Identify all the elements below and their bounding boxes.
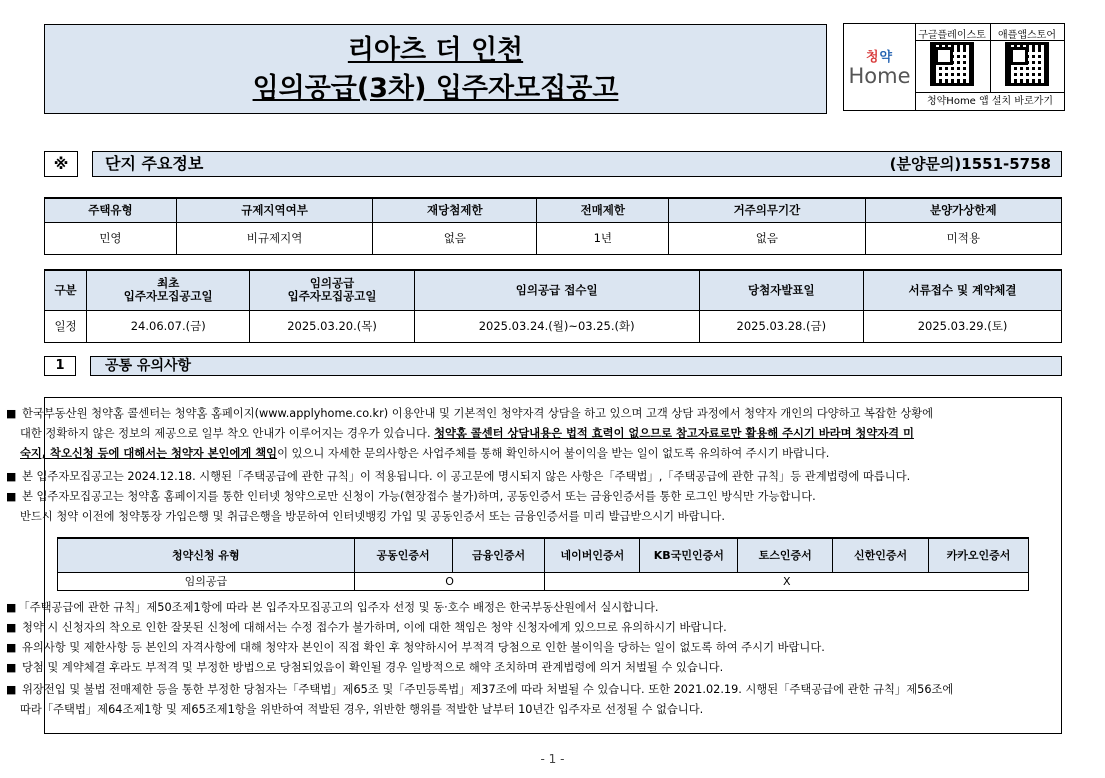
- table-cell: X: [545, 572, 1029, 590]
- table-row: [58, 572, 1029, 590]
- table-cell: 1년: [537, 222, 669, 254]
- section-title: 공통 유의사항: [90, 356, 1062, 376]
- reference-mark: ※: [44, 151, 78, 177]
- table-cell: 일정: [45, 310, 87, 342]
- table-header: 카카오인증서: [929, 538, 1029, 572]
- table-cell: O: [354, 572, 545, 590]
- table-header: 주택유형: [45, 198, 177, 222]
- inquiry-phone: (분양문의)1551-5758: [889, 155, 1051, 173]
- notice-item: ■ 유의사항 및 제한사항 등 본인의 자격사항에 대해 청약자 본인이 직접 확인 후 청약하시어 부적격 당첨으로 인한 불이익을 당하는 일이 없도록 하여 주시기 바랍니다.: [6, 641, 825, 654]
- table-header: 서류접수 및 계약체결: [864, 270, 1062, 310]
- notice-item: ■ 본 입주자모집공고는 2024.12.18. 시행된「주택공급에 관한 규칙」이 적용됩니다. 이 공고문에 명시되지 않은 사항은「주택법」,「주택공급에 관한 규칙」등 관계법령에 따릅니다.: [6, 470, 911, 483]
- table-cell: 2025.03.20.(목): [250, 310, 414, 342]
- section-title-text: 단지 주요정보: [105, 154, 204, 173]
- google-play-qr-icon[interactable]: [930, 42, 974, 86]
- cheongyak-home-logo: [844, 24, 916, 110]
- logo-home-text: Home: [848, 64, 911, 88]
- table-header: KB국민인증서: [640, 538, 738, 572]
- table-header: 거주의무기간: [669, 198, 865, 222]
- table-header: 당첨자발표일: [699, 270, 863, 310]
- table-row: [45, 222, 1062, 254]
- table-header: 규제지역여부: [176, 198, 372, 222]
- app-install-box: [843, 23, 1065, 111]
- table-cell: 민영: [45, 222, 177, 254]
- notice-item: ■ 당첨 및 계약체결 후라도 부적격 및 부정한 방법으로 당첨되었음이 확인될 경우 일방적으로 해약 조치하며 관계법령에 의거 처벌될 수 있습니다.: [6, 661, 724, 674]
- section-common-notes: [44, 356, 1062, 376]
- table-header: 임의공급 입주자모집공고일: [250, 270, 414, 310]
- notice-title: 임의공급(3차) 입주자모집공고: [252, 73, 619, 104]
- certificate-table: [57, 537, 1029, 591]
- table-cell: 없음: [669, 222, 865, 254]
- table-header: 토스인증서: [738, 538, 833, 572]
- google-play-label: 구글플레이스토: [918, 30, 986, 41]
- app-install-link[interactable]: 청약Home 앱 설치 바로가기: [916, 92, 1064, 110]
- table-header: 금융인증서: [452, 538, 545, 572]
- title-box: [44, 24, 827, 114]
- page-number: - 1 -: [540, 752, 565, 766]
- table-header: 공동인증서: [354, 538, 452, 572]
- table-cell: 미적용: [865, 222, 1061, 254]
- table-header: 최초 입주자모집공고일: [87, 270, 250, 310]
- table-header: 구분: [45, 270, 87, 310]
- complex-info-table: [44, 197, 1062, 255]
- table-header: 임의공급 접수일: [414, 270, 699, 310]
- table-cell: 2025.03.29.(토): [864, 310, 1062, 342]
- table-header: 분양가상한제: [865, 198, 1061, 222]
- table-header: 재당첨제한: [373, 198, 537, 222]
- table-cell: 2025.03.24.(월)~03.25.(화): [414, 310, 699, 342]
- table-cell: 2025.03.28.(금): [699, 310, 863, 342]
- table-header: 신한인증서: [833, 538, 929, 572]
- section-number: 1: [44, 356, 76, 376]
- table-header: 청약신청 유형: [58, 538, 355, 572]
- table-header: 전매제한: [537, 198, 669, 222]
- complex-name: 리아츠 더 인천: [347, 35, 524, 66]
- notice-item: ■ 본 입주자모집공고는 청약홈 홈페이지를 통한 인터넷 청약으로만 신청이 가능(현장접수 불가)하며, 공동인증서 또는 금융인증서를 통한 로그인 방식만 가능합니다. 반드시 청약 이전에 청약통장 가입은행 및 취급은행을 방문하여 인터넷뱅킹 가입 및 공동인증서 또는 금융인증서를 미리 발급받으시기 바랍니다.: [6, 490, 816, 523]
- table-cell: 임의공급: [58, 572, 355, 590]
- table-header: 네이버인증서: [545, 538, 640, 572]
- schedule-table: [44, 269, 1062, 343]
- app-store-label: 애플앱스토어: [998, 30, 1056, 41]
- table-cell: 24.06.07.(금): [87, 310, 250, 342]
- notice-item: ■ 한국부동산원 청약홈 콜센터는 청약홈 홈페이지(www.applyhome.co.kr) 이용안내 및 기본적인 청약자격 상담을 하고 있으며 고객 상담 과정에서 청약자 개인의 다양하고 복잡한 상황에 대한 정확하지 않은 정보의 제공으로 일부 착오 안내가 이루어지는 경우가 있습니다. 청약홈 콜센터 상담내용은 법적 효력이 없으므로 참고자료로만 활용해 주시기 바라며 청약자격 미 숙지, 착오신청 등에 대해서는 청약자 본인에게 책임이 있으니 자세한 문의사항은 사업주체를 통해 확인하시어 불이익을 받는 일이 없도록 유의하여 주시기 바랍니다.: [6, 407, 934, 460]
- table-cell: 없음: [373, 222, 537, 254]
- notice-item: ■ 「주택공급에 관한 규칙」제50조제1항에 따라 본 입주자모집공고의 입주자 선정 및 동·호수 배정은 한국부동산원에서 실시합니다.: [6, 601, 659, 614]
- notice-item: ■ 청약 시 신청자의 착오로 인한 잘못된 신청에 대해서는 수정 접수가 불가하며, 이에 대한 책임은 청약 신청자에게 있으므로 유의하시기 바랍니다.: [6, 621, 727, 634]
- logo-char-a: 청: [865, 50, 880, 65]
- section-complex-info: [44, 151, 1062, 177]
- app-store-qr-icon[interactable]: [1005, 42, 1049, 86]
- logo-char-b: 약: [879, 50, 894, 65]
- section-title: [92, 151, 1062, 177]
- table-cell: 비규제지역: [176, 222, 372, 254]
- table-row: [45, 310, 1062, 342]
- notice-item: ■ 위장전입 및 불법 전매제한 등을 통한 부정한 당첨자는「주택법」제65조 및「주민등록법」제37조에 따라 처벌될 수 있습니다. 또한 2021.02.19. 시행된「주택공급에 관한 규칙」제56조에 따라「주택법」제64조제1항 및 제65조제1항을 위반하여 적발된 경우, 위반한 행위를 적발한 날부터 10년간 입주자로 선정될 수 없습니다.: [6, 683, 954, 716]
